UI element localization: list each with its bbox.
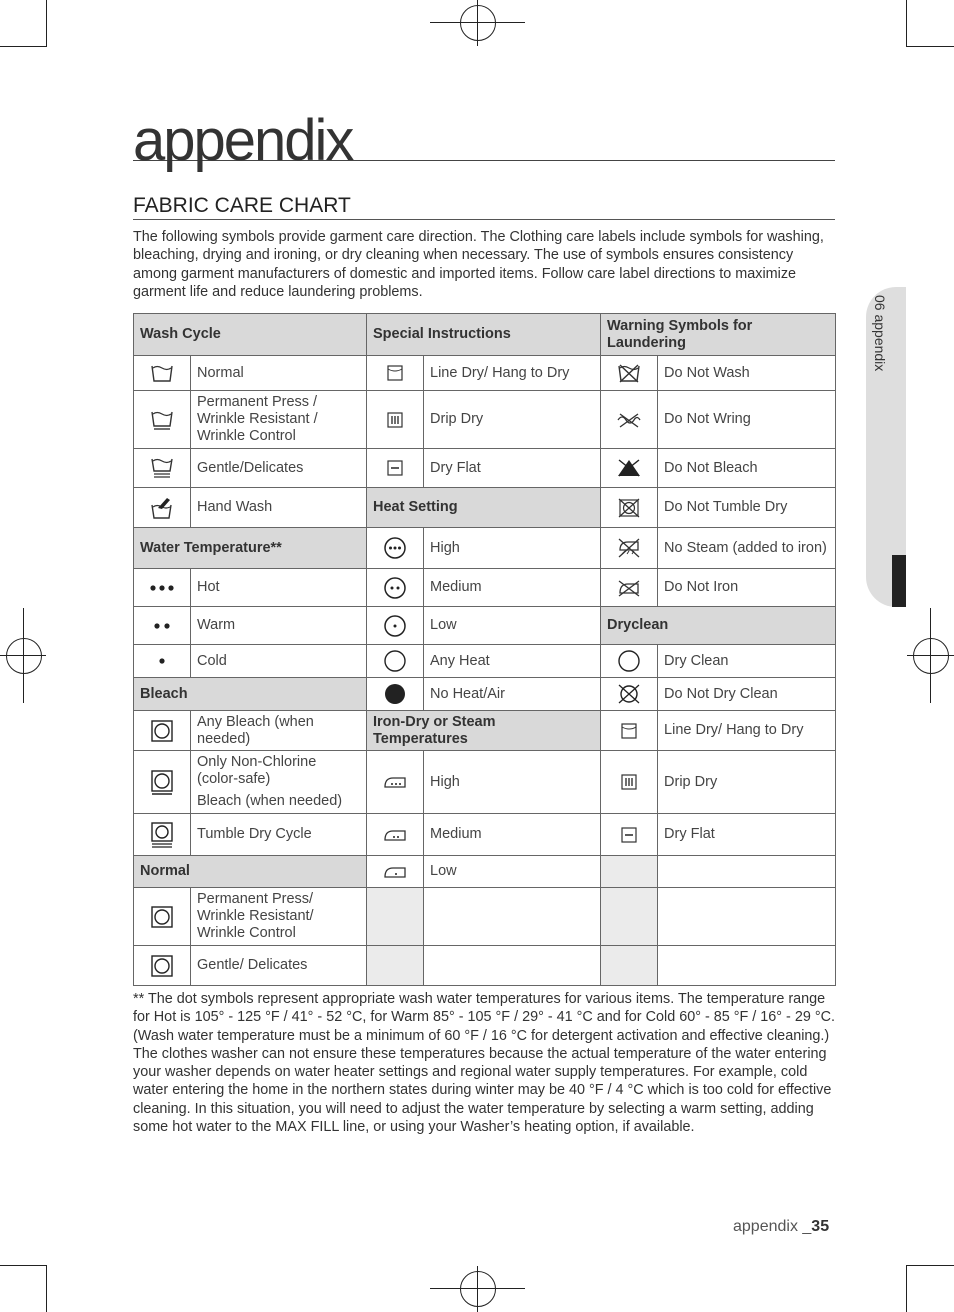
section-title bbox=[133, 193, 835, 220]
page-number bbox=[733, 1218, 829, 1236]
one-dot-icon bbox=[134, 645, 191, 678]
dry-clean-icon bbox=[601, 645, 658, 678]
empty-cell bbox=[601, 856, 658, 888]
no-heat-icon bbox=[367, 678, 424, 711]
label-no-heat: No Heat/Air bbox=[424, 678, 601, 711]
label-do-not-bleach: Do Not Bleach bbox=[658, 449, 836, 488]
any-heat-icon bbox=[367, 645, 424, 678]
tumble-dry-perm-press-icon bbox=[134, 888, 191, 946]
tumble-dry-perm-press-icon bbox=[134, 751, 191, 814]
intro-paragraph: The following symbols provide garment care direction. The Clothing care labels include symbols for washing, bleaching, drying and ironing, or dry cleaning when necessary. The use of symbols ensures consistency among garment manufacturers of domestic and imported items. Follow care label directions to maximize garment life and reduce laundering problems. bbox=[133, 229, 824, 301]
crop-mark bbox=[46, 1265, 47, 1312]
table-row bbox=[134, 814, 836, 856]
iron-low-icon bbox=[367, 856, 424, 888]
label-non-chlorine-line-1: Only Non-Chlorine (color-safe) bbox=[197, 754, 317, 787]
header-dryclean: Dryclean bbox=[601, 607, 836, 645]
label-normal: Normal bbox=[191, 356, 367, 391]
crop-mark bbox=[906, 46, 954, 47]
table-row bbox=[134, 356, 836, 391]
label-no-steam: No Steam (added to iron) bbox=[658, 528, 836, 569]
label-any-bleach: Any Bleach (when needed) bbox=[191, 711, 367, 751]
label-perm-press: Permanent Press / Wrinkle Resistant / Wrinkle Control bbox=[191, 391, 367, 449]
label-line-dry-2: Line Dry/ Hang to Dry bbox=[658, 711, 836, 751]
label-medium: Medium bbox=[424, 569, 601, 607]
page-number-prefix: appendix _ bbox=[733, 1218, 812, 1235]
two-dots-icon bbox=[134, 607, 191, 645]
label-perm-press-2: Permanent Press/ Wrinkle Resistant/ Wrinkle Control bbox=[191, 888, 367, 946]
footnote: ** The dot symbols represent appropriate wash water temperatures for various items. The temperature range for Hot is 105° - 125 °F / 41° - 52 °C, for Warm 85° - 105 °F / 29° - 41 °C and for Cold 60° - 85 °F / 16° - 29 °C. (Wash water temperature must be a minimum of 60 °F / 16 °C for detergent activation and effective cleaning.) The clothes washer can not ensure these temperatures because the actual temperature of the water entering your washer depends on water heater settings and regional water supply temperatures. For example, cold water entering the home in the northern states during winter may be 40 °F / 4 °C which is too cold for effective cleaning. In this situation, you will need to adjust the water temperature by selecting a warm setting, adding some hot water to the MAX FILL line, or using your Washer’s heating option, if available. bbox=[133, 991, 835, 1136]
label-hand-wash: Hand Wash bbox=[191, 488, 367, 528]
label-do-not-tumble-dry: Do Not Tumble Dry bbox=[658, 488, 836, 528]
crop-mark bbox=[906, 1265, 954, 1266]
do-not-bleach-icon bbox=[601, 449, 658, 488]
table-row bbox=[134, 607, 836, 645]
crop-mark bbox=[906, 0, 907, 47]
registration-mark bbox=[460, 5, 496, 41]
table-row bbox=[134, 888, 836, 946]
label-high: High bbox=[424, 528, 601, 569]
table-row bbox=[134, 528, 836, 569]
label-iron-high: High bbox=[424, 751, 601, 814]
table-row bbox=[134, 751, 836, 814]
do-not-dry-clean-icon bbox=[601, 678, 658, 711]
do-not-wring-icon bbox=[601, 391, 658, 449]
header-special-instructions: Special Instructions bbox=[367, 314, 601, 356]
label-cold: Cold bbox=[191, 645, 367, 678]
wash-tub-icon bbox=[134, 356, 191, 391]
side-tab-label bbox=[864, 295, 894, 415]
drip-dry-icon bbox=[601, 751, 658, 814]
side-tab-text: 06 appendix bbox=[872, 295, 888, 372]
do-not-iron-icon bbox=[601, 569, 658, 607]
header-warning-symbols: Warning Symbols for Laundering bbox=[601, 314, 836, 356]
label-tumble-dry-cycle: Tumble Dry Cycle bbox=[191, 814, 367, 856]
page-title-text: appendix bbox=[133, 108, 353, 173]
header-normal: Normal bbox=[134, 856, 367, 888]
label-warm: Warm bbox=[191, 607, 367, 645]
crop-mark bbox=[0, 1265, 47, 1266]
header-wash-cycle: Wash Cycle bbox=[134, 314, 367, 356]
page-title bbox=[133, 108, 835, 173]
wash-tub-gentle-icon bbox=[134, 449, 191, 488]
registration-mark bbox=[460, 1271, 496, 1307]
registration-mark bbox=[913, 638, 949, 674]
label-dry-flat-2: Dry Flat bbox=[658, 814, 836, 856]
crop-mark bbox=[46, 0, 47, 47]
three-dots-icon bbox=[134, 569, 191, 607]
crop-mark bbox=[0, 46, 47, 47]
label-dry-clean: Dry Clean bbox=[658, 645, 836, 678]
iron-medium-icon bbox=[367, 814, 424, 856]
crop-mark bbox=[906, 1265, 907, 1312]
line-dry-icon bbox=[367, 356, 424, 391]
tumble-dry-high-icon bbox=[367, 528, 424, 569]
label-gentle: Gentle/Delicates bbox=[191, 449, 367, 488]
label-iron-low: Low bbox=[424, 856, 601, 888]
table-row bbox=[134, 856, 836, 888]
label-non-chlorine bbox=[191, 751, 367, 814]
empty-cell bbox=[367, 888, 424, 946]
dry-flat-icon bbox=[601, 814, 658, 856]
label-do-not-wring: Do Not Wring bbox=[658, 391, 836, 449]
empty-cell bbox=[601, 888, 658, 946]
tumble-dry-gentle-icon bbox=[134, 946, 191, 986]
header-water-temperature: Water Temperature** bbox=[134, 528, 367, 569]
hand-wash-icon bbox=[134, 488, 191, 528]
label-iron-medium: Medium bbox=[424, 814, 601, 856]
empty-cell bbox=[658, 888, 836, 946]
empty-cell bbox=[658, 856, 836, 888]
label-hot: Hot bbox=[191, 569, 367, 607]
label-line-dry: Line Dry/ Hang to Dry bbox=[424, 356, 601, 391]
side-tab-marker bbox=[892, 555, 906, 607]
table-row bbox=[134, 488, 836, 528]
header-bleach: Bleach bbox=[134, 678, 367, 711]
label-do-not-iron: Do Not Iron bbox=[658, 569, 836, 607]
iron-high-icon bbox=[367, 751, 424, 814]
drip-dry-icon bbox=[367, 391, 424, 449]
label-dry-flat: Dry Flat bbox=[424, 449, 601, 488]
empty-cell bbox=[601, 946, 658, 986]
empty-cell bbox=[424, 946, 601, 986]
tumble-dry-icon bbox=[134, 711, 191, 751]
table-row bbox=[134, 314, 836, 356]
no-steam-icon bbox=[601, 528, 658, 569]
label-drip-dry: Drip Dry bbox=[424, 391, 601, 449]
table-row bbox=[134, 449, 836, 488]
fabric-care-table bbox=[133, 313, 836, 986]
page-number-value: 35 bbox=[811, 1218, 830, 1235]
table-row bbox=[134, 946, 836, 986]
tumble-dry-low-icon bbox=[367, 607, 424, 645]
label-drip-dry-2: Drip Dry bbox=[658, 751, 836, 814]
label-low: Low bbox=[424, 607, 601, 645]
wash-tub-perm-press-icon bbox=[134, 391, 191, 449]
table-row bbox=[134, 645, 836, 678]
empty-cell bbox=[658, 946, 836, 986]
tumble-dry-medium-icon bbox=[367, 569, 424, 607]
label-gentle-2: Gentle/ Delicates bbox=[191, 946, 367, 986]
label-do-not-wash: Do Not Wash bbox=[658, 356, 836, 391]
dry-flat-icon bbox=[367, 449, 424, 488]
empty-cell bbox=[367, 946, 424, 986]
do-not-tumble-dry-icon bbox=[601, 488, 658, 528]
label-do-not-dry-clean: Do Not Dry Clean bbox=[658, 678, 836, 711]
section-title-text: FABRIC CARE CHART bbox=[133, 194, 351, 217]
table-row bbox=[134, 711, 836, 751]
do-not-wash-icon bbox=[601, 356, 658, 391]
tumble-dry-gentle-icon bbox=[134, 814, 191, 856]
registration-mark bbox=[6, 638, 42, 674]
table-row bbox=[134, 391, 836, 449]
label-non-chlorine-line-2: Bleach (when needed) bbox=[197, 793, 343, 809]
line-dry-icon bbox=[601, 711, 658, 751]
table-row bbox=[134, 678, 836, 711]
table-row bbox=[134, 569, 836, 607]
label-any-heat: Any Heat bbox=[424, 645, 601, 678]
header-iron-dry: Iron-Dry or Steam Temperatures bbox=[367, 711, 601, 751]
header-heat-setting: Heat Setting bbox=[367, 488, 601, 528]
empty-cell bbox=[424, 888, 601, 946]
